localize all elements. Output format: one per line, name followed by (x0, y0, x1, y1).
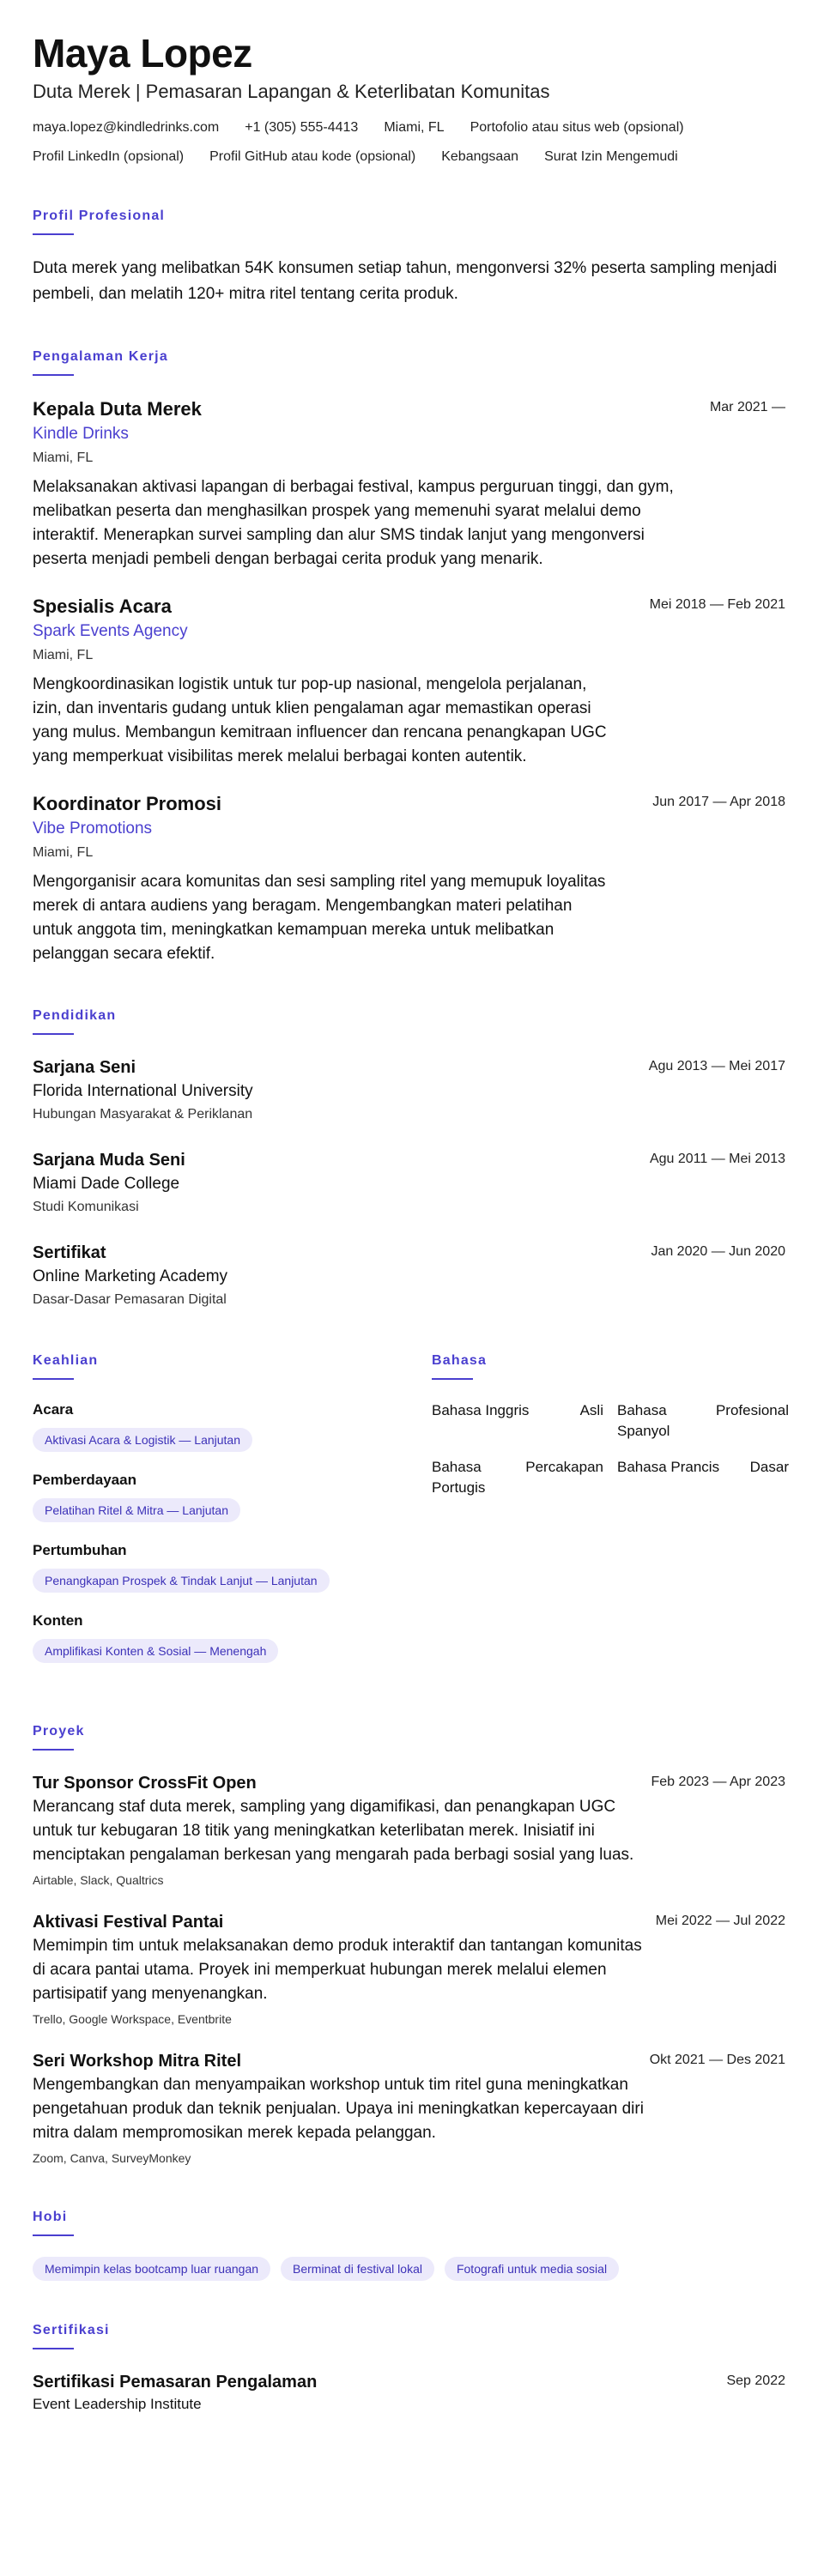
skill-name: Acara (33, 1401, 74, 1418)
entry-dates: Jun 2017 — Apr 2018 (652, 795, 785, 809)
education-field: Studi Komunikasi (33, 1200, 139, 1214)
entry-role: Koordinator Promosi (33, 793, 222, 814)
entry-description: Mengkoordinasikan logistik untuk tur pop-up nasional, mengelola perjalanan, izin, dan inventaris gudang untuk klien pengalaman agar memastikan operasi yang mulus. Membangun kemitraan influencer dan rencana penangkapan UGC yang memperkuat visibilitas merek melalui berbagai konten autentik. (33, 675, 607, 765)
section-title: Pendidikan (33, 1008, 117, 1023)
entry-dates: Sep 2022 (726, 2373, 785, 2388)
contact-list (33, 118, 785, 166)
skill-group (33, 1400, 432, 1452)
entry-location: Miami, FL (33, 845, 94, 860)
skill-group (33, 1471, 432, 1522)
entry-role: Spesialis Acara (33, 596, 172, 617)
entry-dates: Jan 2020 — Jun 2020 (651, 1244, 785, 1259)
skill-tag: Pelatihan Ritel & Mitra — Lanjutan (33, 1498, 240, 1522)
entry-role: Kepala Duta Merek (33, 398, 202, 420)
entry-dates: Agu 2013 — Mei 2017 (648, 1059, 785, 1073)
candidate-headline: Duta Merek | Pemasaran Lapangan & Keterlibatan Komunitas (33, 81, 550, 102)
skill-tag: Amplifikasi Konten & Sosial — Menengah (33, 1639, 278, 1663)
section-divider (33, 1033, 74, 1035)
section-divider (33, 1749, 74, 1751)
skills-languages-row (33, 1352, 789, 1682)
project-description: Memimpin tim untuk melaksanakan demo produk interaktif dan tantangan komunitas di acara pantai utama. Proyek ini memperkuat hubungan merek melalui elemen partisipatif yang menyenangkan. (33, 1937, 642, 2003)
entry-dates: Feb 2023 — Apr 2023 (651, 1775, 785, 1789)
language-name: Bahasa Prancis (617, 1459, 720, 1475)
section-divider (33, 2234, 74, 2236)
language-level: Asli (579, 1402, 603, 1418)
entry-dates: Mar 2021 — (709, 400, 785, 414)
project-name: Tur Sponsor CrossFit Open (33, 1774, 257, 1793)
section-title: Profil Profesional (33, 209, 166, 223)
language-level: Percakapan (525, 1459, 603, 1475)
entry-description: Mengorganisir acara komunitas dan sesi sampling ritel yang memupuk loyalitas merek di antara audiens yang beragam. Mengembangkan materi pelatihan untuk anggota tim, meningkatkan kemampuan mereka untuk melibatkan pelanggan secara efektif. (33, 873, 606, 963)
languages-section (432, 1352, 789, 1682)
skill-group (33, 1612, 432, 1663)
project-entry (33, 1771, 785, 1890)
education-field: Hubungan Masyarakat & Periklanan (33, 1107, 253, 1122)
hobby-tag: Berminat di festival lokal (281, 2257, 434, 2281)
section-title: Pengalaman Kerja (33, 349, 168, 364)
entry-dates: Mei 2018 — Feb 2021 (649, 597, 785, 612)
section-divider (432, 1378, 473, 1380)
section-title: Bahasa (432, 1353, 488, 1368)
project-name: Seri Workshop Mitra Ritel (33, 2052, 242, 2071)
summary-text: Duta merek yang melibatkan 54K konsumen setiap tahun, mengonversi 32% peserta sampling menjadi pembeli, dan melatih 120+ mitra ritel tentang cerita produk. (33, 259, 778, 303)
certification-entry (33, 2370, 785, 2415)
hobby-tag: Memimpin kelas bootcamp luar ruangan (33, 2257, 270, 2281)
project-description: Mengembangkan dan menyampaikan workshop untuk tim ritel guna meningkatkan pengetahuan produk dan teknik penjualan. Upaya ini meningkatkan kepercayaan diri mitra dalam mempromosikan merek kepada pelanggan. (33, 2076, 644, 2142)
contact-github[interactable]: Profil GitHub atau kode (opsional) (209, 149, 416, 164)
entry-company: Spark Events Agency (33, 622, 188, 640)
skill-tag: Aktivasi Acara & Logistik — Lanjutan (33, 1428, 252, 1452)
experience-entry (33, 396, 785, 571)
summary-section (33, 208, 785, 307)
contact-email[interactable]: maya.lopez@kindledrinks.com (33, 120, 220, 135)
project-description: Merancang staf duta merek, sampling yang digamifikasi, dan penangkapan UGC untuk tur kebugaran 18 titik yang meningkatkan keterlibatan merek. Inisiatif ini menciptakan pengalaman berkesan yang mengarah pada berbagi sosial yang luas. (33, 1798, 634, 1864)
project-tools: Zoom, Canva, SurveyMonkey (33, 2151, 191, 2165)
entry-company: Kindle Drinks (33, 425, 129, 443)
language-item (432, 1457, 603, 1498)
section-divider (33, 374, 74, 376)
entry-dates: Mei 2022 — Jul 2022 (655, 1914, 785, 1928)
projects-section (33, 1723, 785, 2168)
certification-name: Sertifikasi Pemasaran Pengalaman (33, 2373, 318, 2392)
project-name: Aktivasi Festival Pantai (33, 1913, 224, 1932)
experience-entry (33, 791, 785, 966)
section-divider (33, 233, 74, 235)
project-tools: Airtable, Slack, Qualtrics (33, 1873, 164, 1887)
section-title: Sertifikasi (33, 2323, 110, 2337)
entry-description: Melaksanakan aktivasi lapangan di berbagai festival, kampus perguruan tinggi, dan gym, melibatkan peserta dan menghasilkan prospek yang memenuhi syarat melalui demo interaktif. Menerapkan survei sampling dan alur SMS tindak lanjut yang mengonversi peserta menjadi pembeli dengan berbagai cerita produk yang menarik. (33, 478, 674, 568)
entry-dates: Okt 2021 — Des 2021 (649, 2053, 785, 2067)
hobbies-section (33, 2209, 785, 2281)
education-degree: Sarjana Seni (33, 1058, 136, 1077)
entry-dates: Agu 2011 — Mei 2013 (649, 1152, 785, 1166)
education-school: Online Marketing Academy (33, 1267, 228, 1285)
language-item (432, 1400, 603, 1442)
language-name: Bahasa Portugis (432, 1459, 486, 1496)
contact-phone[interactable]: +1 (305) 555-4413 (245, 120, 359, 135)
education-section (33, 1007, 785, 1311)
education-entry (33, 1148, 785, 1218)
language-level: Profesional (715, 1402, 789, 1418)
skill-name: Pemberdayaan (33, 1472, 136, 1488)
skill-tag: Penangkapan Prospek & Tindak Lanjut — Lanjutan (33, 1569, 330, 1593)
skills-section (33, 1352, 432, 1682)
contact-location: Miami, FL (384, 120, 445, 135)
language-name: Bahasa Spanyol (617, 1402, 670, 1439)
experience-entry (33, 594, 785, 769)
entry-location: Miami, FL (33, 648, 94, 662)
education-entry (33, 1241, 785, 1311)
skill-group (33, 1541, 432, 1593)
certifications-section (33, 2322, 785, 2415)
contact-linkedin[interactable]: Profil LinkedIn (opsional) (33, 149, 185, 164)
contact-nationality: Kebangsaan (441, 149, 519, 164)
education-field: Dasar-Dasar Pemasaran Digital (33, 1292, 227, 1307)
project-entry (33, 2049, 785, 2168)
contact-portfolio[interactable]: Portofolio atau situs web (opsional) (470, 120, 684, 135)
resume-header (33, 31, 785, 166)
section-divider (33, 2348, 74, 2349)
candidate-name: Maya Lopez (33, 31, 252, 76)
certification-issuer: Event Leadership Institute (33, 2396, 202, 2412)
project-entry (33, 1910, 785, 2029)
education-school: Miami Dade College (33, 1175, 180, 1193)
contact-driving-license: Surat Izin Mengemudi (544, 149, 678, 164)
experience-section (33, 348, 785, 966)
hobby-list (33, 2257, 785, 2281)
education-entry (33, 1055, 785, 1126)
education-degree: Sertifikat (33, 1243, 106, 1262)
entry-location: Miami, FL (33, 450, 94, 465)
language-name: Bahasa Inggris (432, 1402, 530, 1418)
section-title: Keahlian (33, 1353, 99, 1368)
language-level: Dasar (749, 1459, 789, 1475)
education-school: Florida International University (33, 1082, 253, 1100)
project-tools: Trello, Google Workspace, Eventbrite (33, 2012, 232, 2026)
skill-name: Pertumbuhan (33, 1542, 127, 1558)
education-degree: Sarjana Muda Seni (33, 1151, 185, 1170)
skill-name: Konten (33, 1612, 83, 1629)
entry-company: Vibe Promotions (33, 819, 153, 838)
section-title: Proyek (33, 1724, 85, 1738)
hobby-tag: Fotografi untuk media sosial (445, 2257, 619, 2281)
language-item (617, 1400, 789, 1442)
language-item (617, 1457, 789, 1498)
section-divider (33, 1378, 74, 1380)
section-title: Hobi (33, 2210, 68, 2224)
